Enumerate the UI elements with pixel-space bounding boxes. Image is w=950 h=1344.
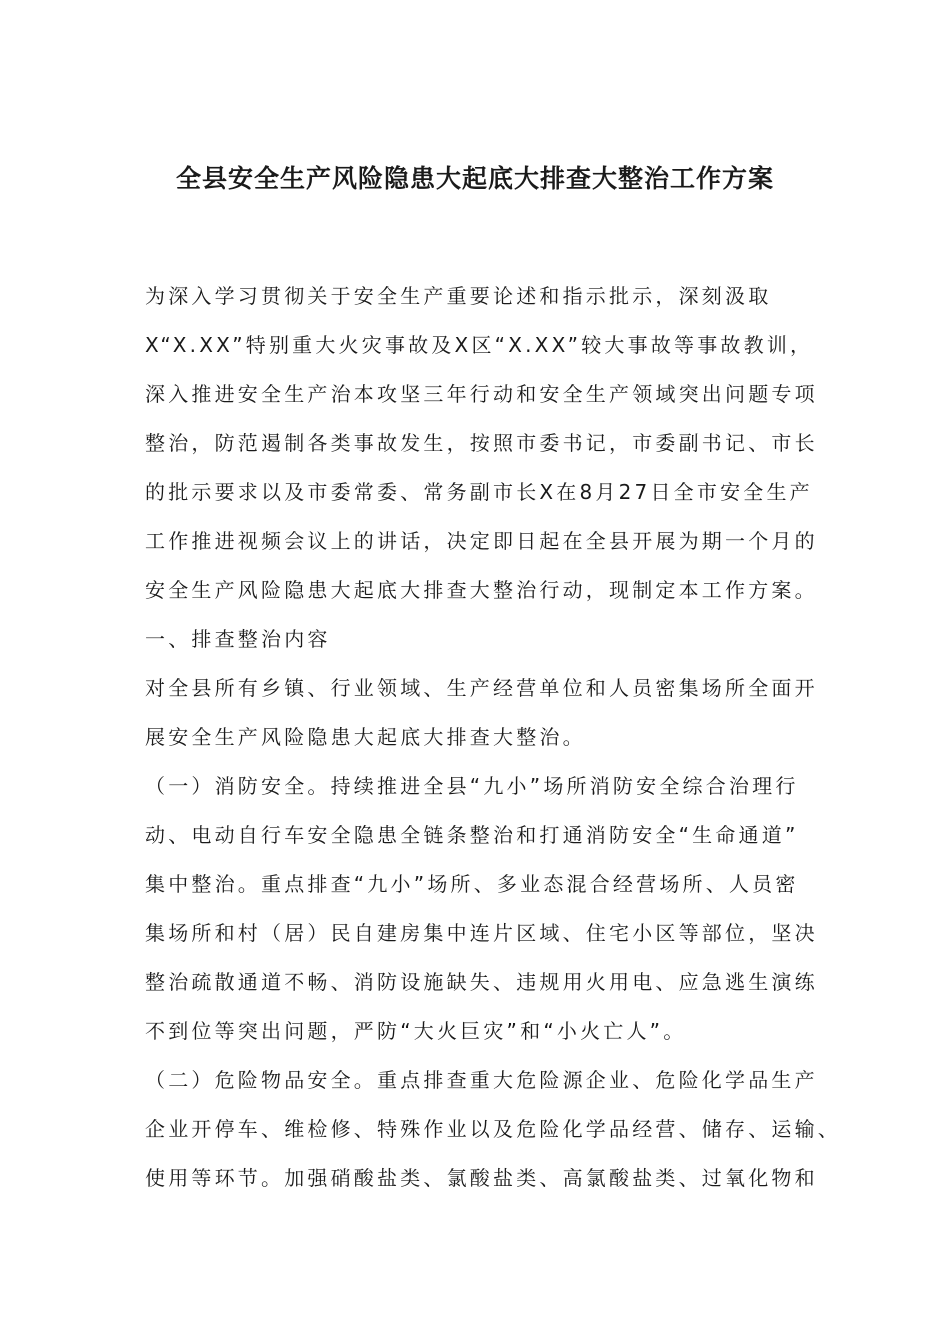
text-line-12: 动、电动自行车安全隐患全链条整治和打通消防安全“生命通道” (145, 823, 799, 847)
text-line-3: 深入推进安全生产治本攻坚三年行动和安全生产领域突出问题专项 (145, 382, 818, 406)
text-line-16: 不到位等突出问题，严防“大火巨灾”和“小火亡人”。 (145, 1019, 687, 1043)
text-line-9: 对全县所有乡镇、行业领域、生产经营单位和人员密集场所全面开 (145, 676, 818, 700)
text-line-11: （一）消防安全。持续推进全县“九小”场所消防安全综合治理行 (145, 774, 799, 798)
text-line-14: 集场所和村（居）民自建房集中连片区域、住宅小区等部位，坚决 (145, 921, 818, 945)
text-line-10: 展安全生产风险隐患大起底大排查大整治。 (145, 725, 586, 749)
text-line-2: X“X.XX”特别重大火灾事故及X区“X.XX”较大事故等事故教训， (145, 333, 814, 357)
text-line-18: 企业开停车、维检修、特殊作业以及危险化学品经营、储存、运输、 (145, 1117, 841, 1141)
text-line-1: 为深入学习贯彻关于安全生产重要论述和指示批示，深刻汲取 (145, 284, 772, 308)
document-body (145, 279, 841, 1210)
text-line-19: 使用等环节。加强硝酸盐类、氯酸盐类、高氯酸盐类、过氧化物和 (145, 1166, 818, 1190)
text-line-15: 整治疏散通道不畅、消防设施缺失、违规用火用电、应急逃生演练 (145, 970, 818, 994)
text-line-7: 安全生产风险隐患大起底大排查大整治行动，现制定本工作方案。 (145, 578, 818, 602)
text-line-17: （二）危险物品安全。重点排查重大危险源企业、危险化学品生产 (145, 1068, 818, 1092)
document-title: 全县安全生产风险隐患大起底大排查大整治工作方案 (175, 164, 774, 193)
section-heading-1: 一、排查整治内容 (145, 627, 331, 651)
text-line-13: 集中整治。重点排查“九小”场所、多业态混合经营场所、人员密 (145, 872, 799, 896)
text-line-5: 的批示要求以及市委常委、常务副市长X在8月27日全市安全生产 (145, 480, 813, 504)
text-line-4: 整治，防范遏制各类事故发生，按照市委书记，市委副书记、市长 (145, 431, 818, 455)
text-line-6: 工作推进视频会议上的讲话，决定即日起在全县开展为期一个月的 (145, 529, 818, 553)
